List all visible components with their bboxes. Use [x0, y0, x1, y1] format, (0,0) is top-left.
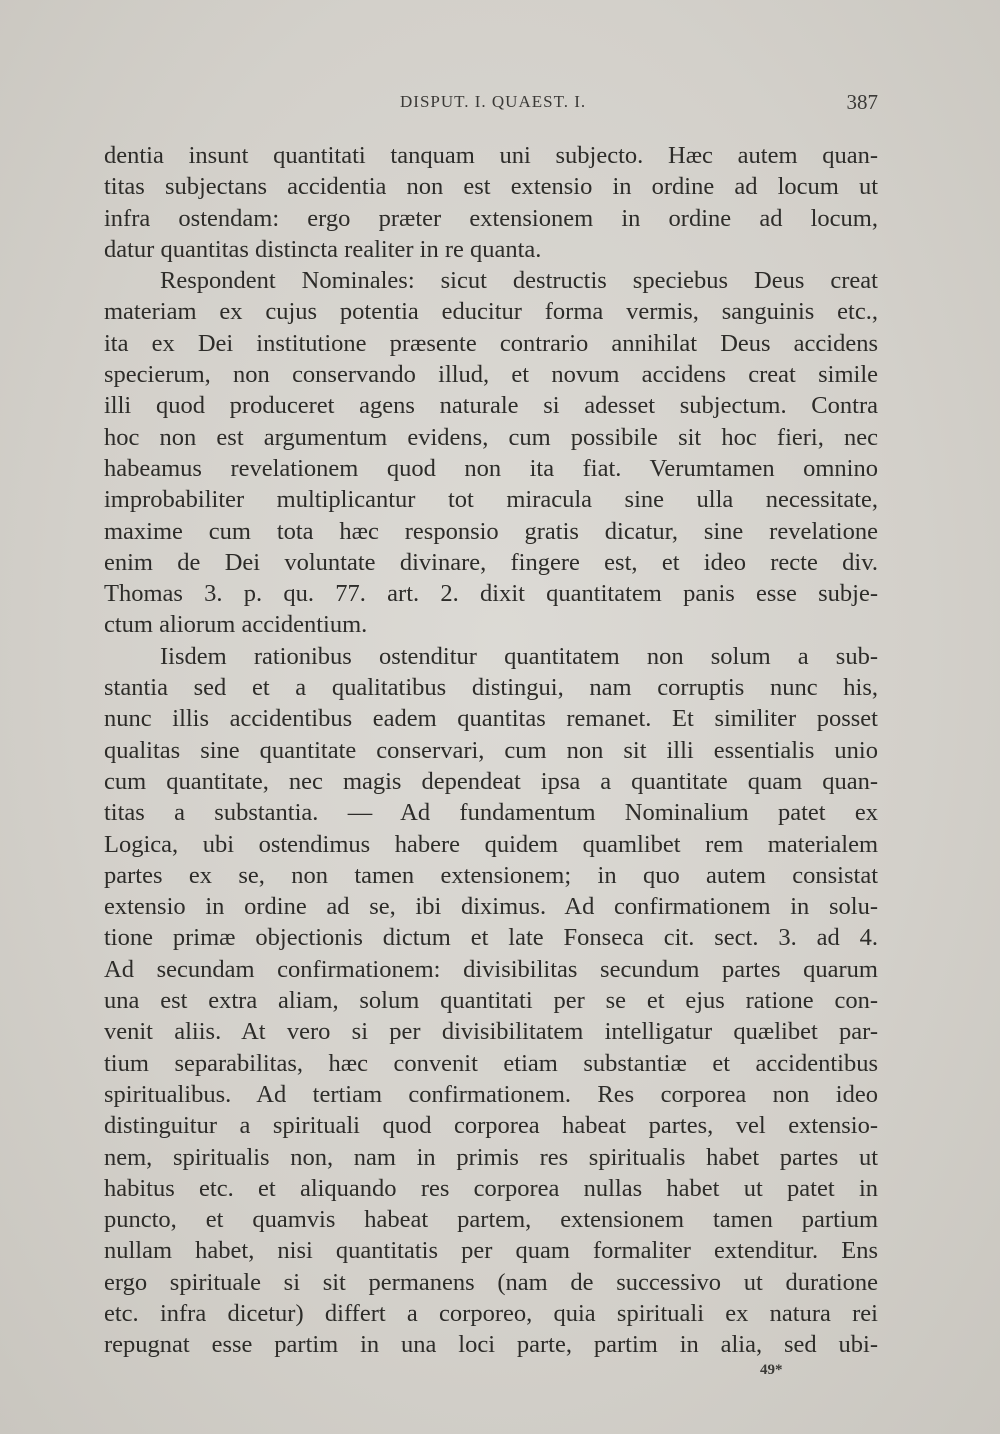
text-line: tione primæ objectionis dictum et late Fonseca cit. sect. 3. ad 4.: [104, 924, 878, 952]
text-line: habeamus revelationem quod non ita fiat. Verumtamen omnino: [104, 454, 878, 482]
text-line: Respondent Nominales: sicut destructis speciebus Deus creat: [160, 267, 878, 295]
text-line: ergo spirituale si sit permanens (nam de successivo ut duratione: [104, 1268, 878, 1296]
text-line: Logica, ubi ostendimus habere quidem quamlibet rem materialem: [104, 830, 878, 858]
text-line: spiritualibus. Ad tertiam confirmationem. Res corporea non ideo: [104, 1080, 878, 1108]
text-line: titas a substantia. — Ad fundamentum Nominalium patet ex: [104, 799, 878, 827]
signature-mark: 49*: [760, 1362, 783, 1378]
text-line: nunc illis accidentibus eadem quantitas remanet. Et similiter posset: [104, 705, 878, 733]
text-line: nullam habet, nisi quantitatis per quam formaliter extenditur. Ens: [104, 1237, 878, 1265]
text-line: Thomas 3. p. qu. 77. art. 2. dixit quantitatem panis esse subje-: [104, 580, 878, 608]
text-line: maxime cum tota hæc responsio gratis dicatur, sine revelatione: [104, 517, 878, 545]
text-line: tium separabilitas, hæc convenit etiam substantiæ et accidentibus: [104, 1049, 878, 1077]
text-line: Ad secundam confirmationem: divisibilitas secundum partes quarum: [104, 955, 878, 983]
text-line: infra ostendam: ergo præter extensionem in ordine ad locum,: [104, 204, 878, 232]
text-line: improbabiliter multiplicantur tot miracula sine ulla necessitate,: [104, 486, 878, 514]
running-head: DISPUT. I. QUAEST. I.: [400, 92, 587, 111]
text-line: enim de Dei voluntate divinare, fingere est, et ideo recte div.: [104, 548, 878, 576]
text-line: una est extra aliam, solum quantitati per se et ejus ratione con-: [104, 987, 878, 1015]
text-line: cum quantitate, nec magis dependeat ipsa a quantitate quam quan-: [104, 767, 878, 795]
text-line: extensio in ordine ad se, ibi diximus. Ad confirmationem in solu-: [104, 893, 878, 921]
text-line: Iisdem rationibus ostenditur quantitatem non solum a sub-: [160, 642, 878, 670]
text-line: ita ex Dei institutione præsente contrario annihilat Deus accidens: [104, 329, 878, 357]
page-number: 387: [846, 90, 878, 114]
text-line: qualitas sine quantitate conservari, cum non sit illi essentialis unio: [104, 736, 878, 764]
text-line: titas subjectans accidentia non est extensio in ordine ad locum ut: [104, 173, 878, 201]
page-header: [100, 88, 878, 118]
text-line: ctum aliorum accidentium.: [104, 611, 368, 639]
text-line: partes ex se, non tamen extensionem; in quo autem consistat: [104, 861, 878, 889]
text-line: stantia sed et a qualitatibus distingui, nam corruptis nunc his,: [104, 674, 878, 702]
text-line: habitus etc. et aliquando res corporea nullas habet ut patet in: [104, 1174, 878, 1202]
text-line: distinguitur a spirituali quod corporea habeat partes, vel extensio-: [104, 1112, 878, 1140]
text-line: dentia insunt quantitati tanquam uni subjecto. Hæc autem quan-: [104, 142, 878, 169]
text-line: hoc non est argumentum evidens, cum possibile sit hoc fieri, nec: [104, 423, 878, 451]
text-line: datur quantitas distincta realiter in re quanta.: [104, 235, 542, 263]
text-line: materiam ex cujus potentia educitur forma vermis, sanguinis etc.,: [104, 298, 878, 326]
text-line: illi quod produceret agens naturale si adesset subjectum. Contra: [104, 392, 878, 420]
text-line: specierum, non conservando illud, et novum accidens creat simile: [104, 361, 878, 389]
text-line: etc. infra dicetur) differt a corporeo, quia spirituali ex natura rei: [104, 1299, 878, 1327]
text-line: puncto, et quamvis habeat partem, extensionem tamen partium: [104, 1206, 878, 1234]
text-line: repugnat esse partim in una loci parte, partim in alia, sed ubi-: [104, 1331, 878, 1359]
text-line: nem, spiritualis non, nam in primis res spiritualis habet partes ut: [104, 1143, 878, 1171]
body-text: [104, 140, 878, 1361]
text-line: venit aliis. At vero si per divisibilitatem intelligatur quælibet par-: [104, 1018, 878, 1046]
